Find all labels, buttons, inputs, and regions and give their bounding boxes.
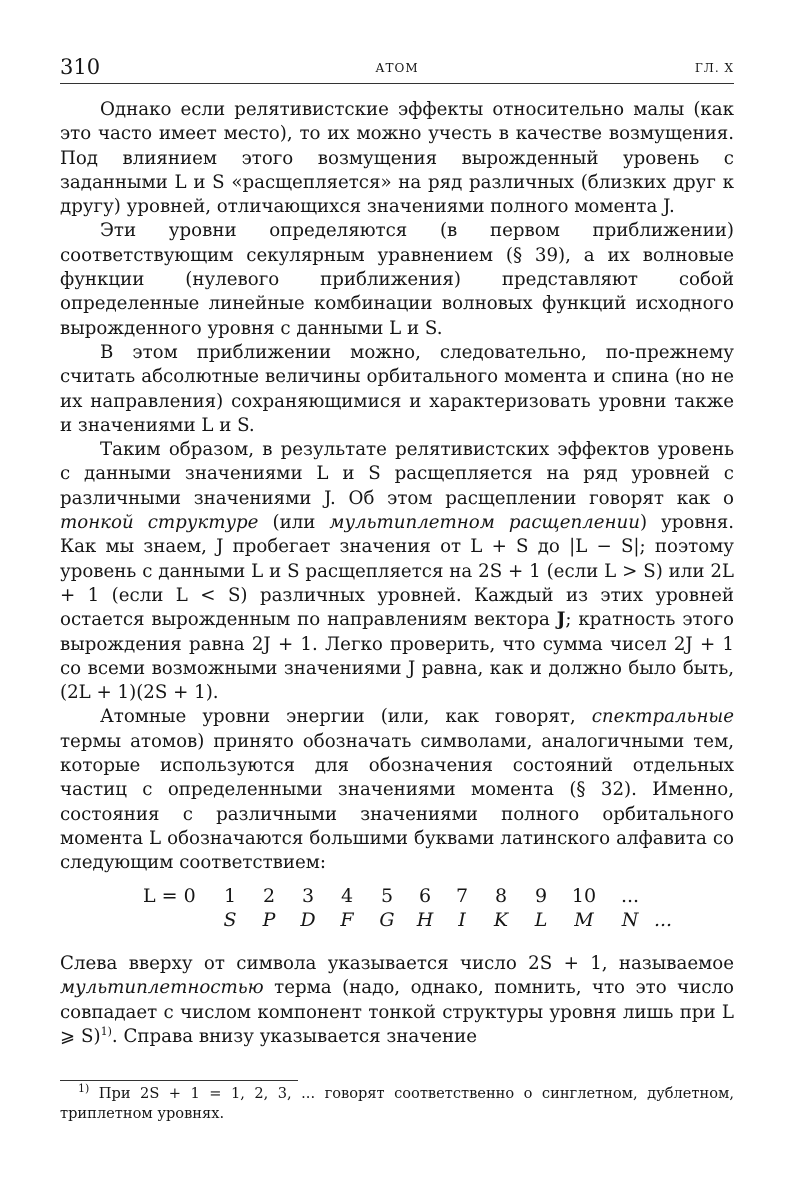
paragraph-2: Эти уровни определяются (в первом приближении) соответствующим секулярным уравнением (§ 39), а их волновые функции (нулевого приближения) представляют собой определенные линейные комбинации волновых функций исходного вырожденного уровня с данными L и S. — [60, 220, 734, 339]
table-cell: M — [574, 909, 594, 931]
table-cell: 5 — [380, 885, 394, 907]
running-title: АТОМ — [375, 61, 419, 75]
page-number: 310 — [60, 55, 101, 79]
text-run: термы атомов) принято обозначать символами, аналогичными тем, которые используются для обозначения состояний отдельных частиц с определенными значениями момента (§ 32). Именно, состояния с различными значениями полного орбитального момента L обозначаются большими буквами латинского алфавита со следующим соответствием: — [60, 730, 734, 874]
table-cell: 9 — [534, 885, 548, 907]
text-run: Таким образом, в результате релятивистских эффектов уровень с данными значениями L и S расщепляется на ряд уровней с различными значениями J. Об этом расщеплении говорят как о — [60, 439, 734, 509]
term-multiplet-splitting: мультиплетном расщеплении — [329, 512, 640, 534]
table-cell: L = 0 — [143, 885, 196, 907]
paragraph-3: В этом приближении можно, следовательно, по-прежнему считать абсолютные величины орбитального момента и спина (но не их направления) сохраняющимися и характеризовать уровни также и значениями L и S. — [60, 341, 734, 436]
text-run: ) уровня. Как мы знаем, J пробегает значения от L + S до |L − S|; поэтому уровень с данными L и S расщепляется на 2S + 1 (если L > S) или 2L + 1 (если L < S) различных уровней. Каждый из этих уровней остается вырожденным по направлениям вектора — [60, 512, 734, 631]
table-cell: 10 — [571, 885, 597, 907]
table-cell: 3 — [301, 885, 315, 907]
text-run: Слева вверху от символа указывается число 2S + 1, называемое — [60, 953, 734, 974]
text-run: . Справа внизу указывается значение — [111, 1025, 478, 1047]
paragraph-5 — [60, 705, 734, 875]
term-fine-structure: тонкой структуре — [60, 512, 259, 534]
table-cell: 4 — [340, 885, 354, 907]
page-header — [60, 55, 734, 84]
text-run: Атомные уровни энергии (или, как говорят, — [100, 706, 592, 728]
footnote — [60, 1084, 734, 1124]
main-text-continued — [60, 952, 734, 1049]
term-multiplicity: мультиплетностью — [60, 977, 264, 999]
table-cell: 1 — [223, 885, 237, 907]
vector-J: J — [556, 609, 566, 631]
footnote-reference[interactable]: 1) — [100, 1024, 112, 1038]
table-cell: ... — [620, 885, 640, 907]
table-cell: G — [379, 909, 395, 931]
table-cell: H — [416, 909, 434, 931]
footnote-text: При 2S + 1 = 1, 2, 3, ... говорят соответственно о синглетном, дублетном, триплетном уровнях. — [60, 1085, 734, 1122]
footnote-divider — [60, 1080, 298, 1081]
text-run: (или — [258, 512, 330, 534]
main-text — [60, 98, 734, 876]
term-spectral: спектральные — [591, 706, 734, 728]
table-cell: D — [300, 909, 316, 931]
paragraph-4 — [60, 438, 734, 705]
table-cell: S — [223, 909, 237, 931]
paragraph-1: Однако если релятивистские эффекты относительно малы (как это часто имеет место), то их можно учесть в качестве возмущения. Под влиянием этого возмущения вырожденный уровень с заданными L и S «расщепляется» на ряд различных (близких друг к другу) уровней, отличающихся значениями полного момента J. — [60, 99, 734, 218]
text-run: терма (надо, однако, помнить, что это число совпадает с числом компонент тонкой структуры уровня лишь при L ⩾ S) — [60, 977, 734, 1047]
table-cell: 8 — [494, 885, 508, 907]
table-cell: 2 — [262, 885, 276, 907]
chapter-label: ГЛ. X — [694, 61, 734, 75]
table-cell: N — [621, 909, 639, 931]
paragraph-6 — [60, 952, 734, 1049]
text-run: ; кратность этого вырождения равна 2J + 1. Легко проверить, что сумма чисел 2J + 1 со всеми возможными значениями J равна, как и должно было быть, (2L + 1)(2S + 1). — [60, 609, 734, 704]
table-cell: 7 — [455, 885, 469, 907]
table-cell: F — [340, 909, 354, 931]
table-cell: 6 — [418, 885, 432, 907]
table-cell: ... — [653, 909, 673, 931]
table-cell: K — [493, 909, 509, 931]
footnote-mark: 1) — [78, 1082, 90, 1096]
table-cell: L — [534, 909, 548, 931]
table-cell: P — [262, 909, 276, 931]
table-cell: I — [458, 909, 466, 931]
